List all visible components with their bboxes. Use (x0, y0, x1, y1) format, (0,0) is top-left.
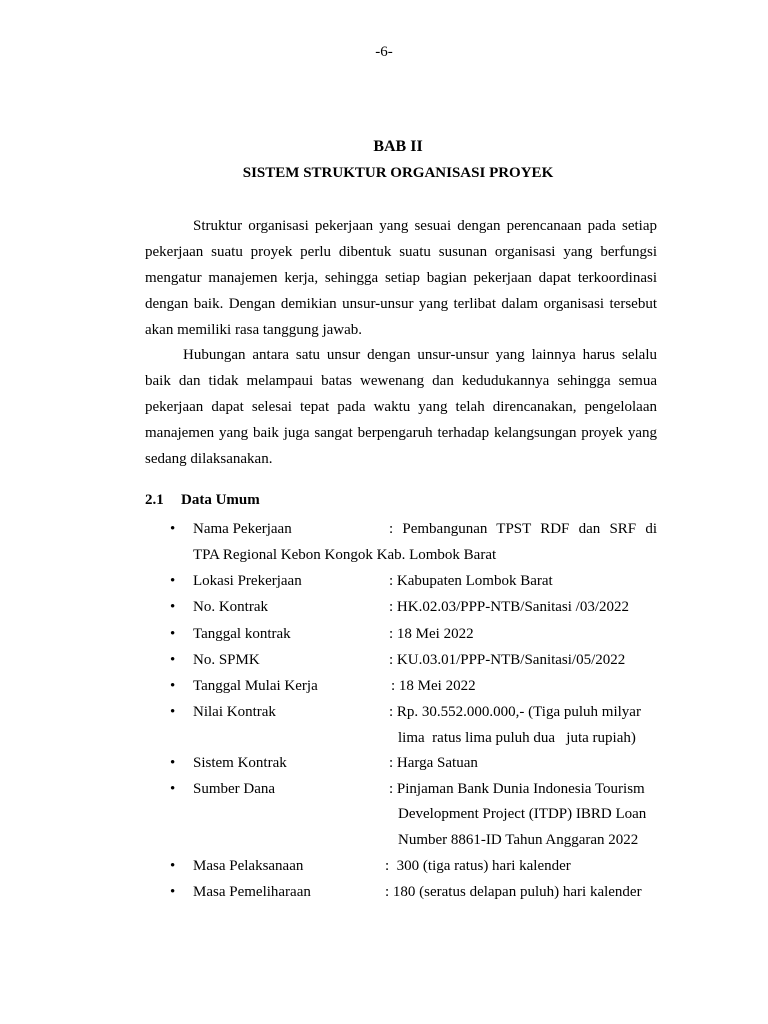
item-value-continuation: Number 8861-ID Tahun Anggaran 2022 (398, 832, 639, 848)
item-label: No. SPMK (193, 652, 260, 668)
item-value-continuation: lima ratus lima puluh dua juta rupiah) (398, 730, 636, 746)
chapter-title: SISTEM STRUKTUR ORGANISASI PROYEK (242, 165, 554, 181)
item-label: Masa Pemeliharaan (193, 884, 311, 900)
bullet-icon: • (170, 521, 176, 537)
item-label: Tanggal Mulai Kerja (193, 678, 318, 694)
bullet-icon: • (170, 573, 176, 589)
item-label: Nilai Kontrak (193, 704, 276, 720)
item-value: : 180 (seratus delapan puluh) hari kalender (385, 884, 642, 900)
item-value: : 18 Mei 2022 (389, 626, 474, 642)
item-label: Nama Pekerjaan (193, 521, 292, 537)
bullet-icon: • (170, 626, 176, 642)
item-value-continuation: TPA Regional Kebon Kongok Kab. Lombok Barat (193, 547, 497, 563)
chapter-heading: BAB II (373, 138, 423, 155)
bullet-icon: • (170, 884, 176, 900)
item-value: : Pinjaman Bank Dunia Indonesia Tourism (389, 781, 645, 797)
bullet-icon: • (170, 652, 176, 668)
section-title: Data Umum (181, 492, 260, 508)
item-value: : 300 (tiga ratus) hari kalender (385, 858, 571, 874)
bullet-icon: • (170, 678, 176, 694)
item-label: Tanggal kontrak (193, 626, 291, 642)
bullet-icon: • (170, 858, 176, 874)
bullet-icon: • (170, 781, 176, 797)
bullet-icon: • (170, 599, 176, 615)
item-label: Sistem Kontrak (193, 755, 287, 771)
paragraph-2: Hubungan antara satu unsur dengan unsur-unsur yang lainnya harus selalu baik dan tidak melampaui batas wewenang dan kedudukannya sehingga semua pekerjaan dapat selesai tepat pada waktu yang telah direncanakan, pengelolaan manajemen yang baik juga sangat berpengaruh terhadap kelangsungan proyek yang sedang dilaksanakan. (145, 347, 657, 467)
item-value: : Rp. 30.552.000.000,- (Tiga puluh milyar (389, 704, 641, 720)
item-value: : 18 Mei 2022 (391, 678, 476, 694)
page-number: -6- (375, 44, 393, 60)
item-value: : Pembangunan TPST RDF dan SRF di (389, 521, 657, 537)
item-value: : Kabupaten Lombok Barat (389, 573, 553, 589)
item-label: No. Kontrak (193, 599, 268, 615)
paragraph-1: Struktur organisasi pekerjaan yang sesuai dengan perencanaan pada setiap pekerjaan suatu proyek perlu dibentuk suatu susunan organisasi yang berfungsi mengatur manajemen kerja, sehingga setiap bagian pekerjaan dapat terkoordinasi dengan baik. Dengan demikian unsur-unsur yang terlibat dalam organisasi tersebut akan memiliki rasa tanggung jawab. (145, 218, 657, 338)
item-label: Masa Pelaksanaan (193, 858, 304, 874)
item-value: : Harga Satuan (389, 755, 478, 771)
section-number: 2.1 (145, 492, 164, 508)
section-heading (145, 492, 260, 509)
item-label: Lokasi Prekerjaan (193, 573, 302, 589)
item-label: Sumber Dana (193, 781, 276, 797)
bullet-icon: • (170, 704, 176, 720)
item-value: : HK.02.03/PPP-NTB/Sanitasi /03/2022 (389, 599, 630, 615)
item-value-continuation: Development Project (ITDP) IBRD Loan (398, 806, 647, 822)
item-value: : KU.03.01/PPP-NTB/Sanitasi/05/2022 (389, 652, 626, 668)
bullet-icon: • (170, 755, 176, 771)
